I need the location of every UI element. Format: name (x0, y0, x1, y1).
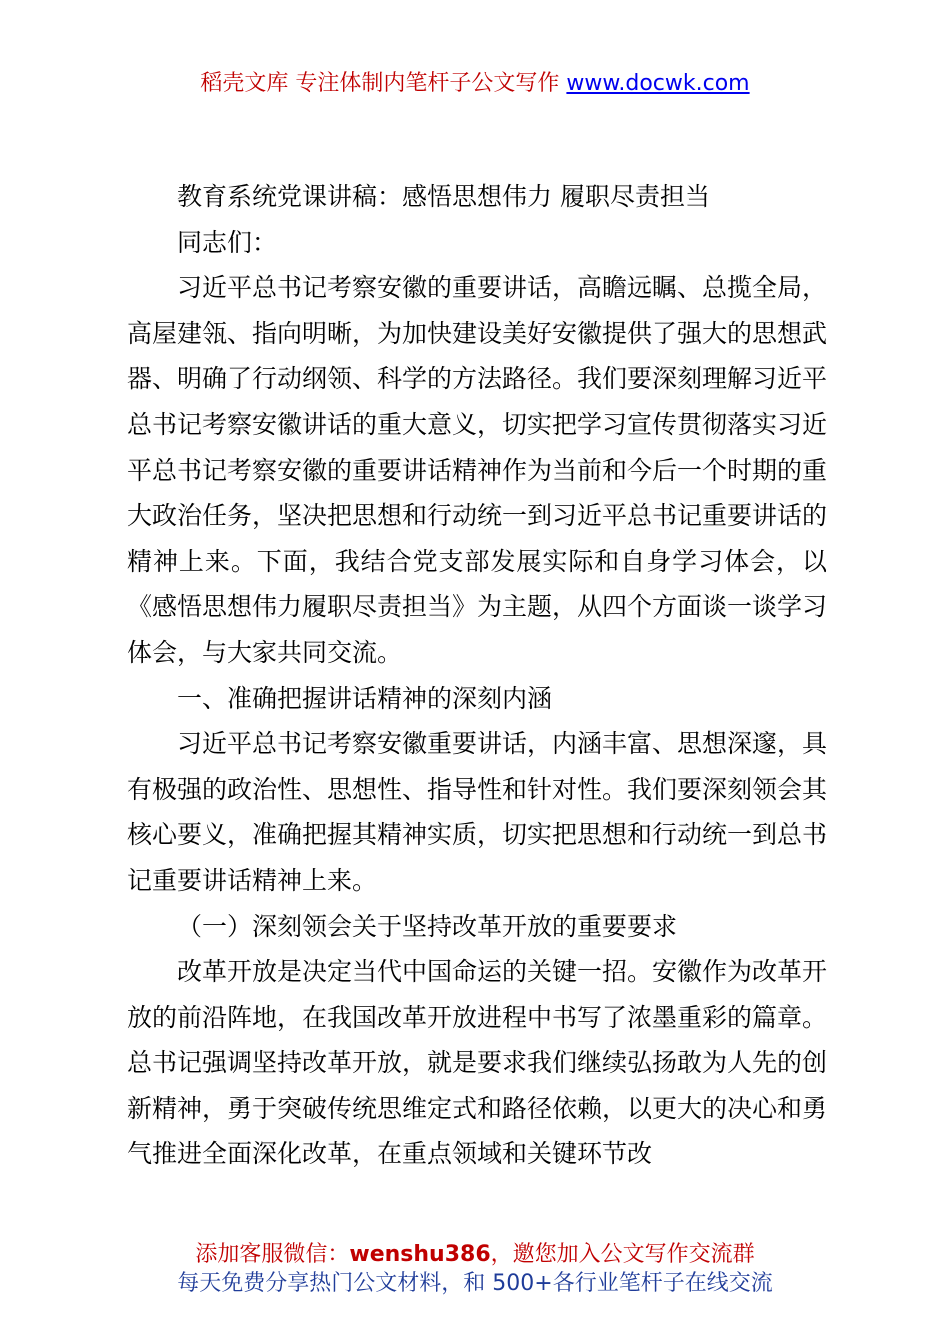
footer-wechat-suffix: ，邀您加入公文写作交流群 (490, 1242, 755, 1267)
footer-wechat-prefix: 添加客服微信： (195, 1242, 350, 1267)
footer-share-line: 每天免费分享热门公文材料，和 500+各行业笔杆子在线交流 (177, 1271, 773, 1296)
document-body (127, 174, 827, 1177)
paragraph-subsection-1: 改革开放是决定当代中国命运的关键一招。安徽作为改革开放的前沿阵地，在我国改革开放进程中书写了浓墨重彩的篇章。总书记强调坚持改革开放，就是要求我们继续弘扬敢为人先的创新精神，勇于突破传统思维定式和路径依赖，以更大的决心和勇气推进全面深化改革，在重点领域和关键环节改 (127, 957, 828, 1169)
salutation: 同志们： (177, 227, 278, 257)
wechat-id: wenshu386 (349, 1242, 491, 1267)
paragraph-intro: 习近平总书记考察安徽的重要讲话，高瞻远瞩、总揽全局，高屋建瓴、指向明晰，为加快建设美好安徽提供了强大的思想武器、明确了行动纲领、科学的方法路径。我们要深刻理解习近平总书记考察安徽讲话的重大意义，切实把学习宣传贯彻落实习近平总书记考察安徽的重要讲话精神作为当前和今后一个时期的重大政治任务，坚决把思想和行动统一到习近平总书记重要讲话的精神上来。下面，我结合党支部发展实际和自身学习体会，以《感悟思想伟力履职尽责担当》为主题，从四个方面谈一谈学习体会，与大家共同交流。 (127, 273, 828, 667)
footer-wechat-line (0, 1240, 950, 1270)
document-title: 教育系统党课讲稿：感悟思想伟力 履职尽责担当 (177, 182, 710, 211)
subsection-heading-1: （一）深刻领会关于坚持改革开放的重要要求 (177, 911, 678, 941)
section-heading-1: 一、准确把握讲话精神的深刻内涵 (177, 683, 553, 713)
site-link[interactable]: www.docwk.com (566, 71, 750, 96)
site-header (0, 68, 950, 100)
site-slogan: 稻壳文库 专注体制内笔杆子公文写作 (200, 71, 560, 96)
paragraph-section-1: 习近平总书记考察安徽重要讲话，内涵丰富、思想深邃，具有极强的政治性、思想性、指导性和针对性。我们要深刻领会其核心要义，准确把握其精神实质，切实把思想和行动统一到总书记重要讲话精神上来。 (127, 729, 828, 895)
